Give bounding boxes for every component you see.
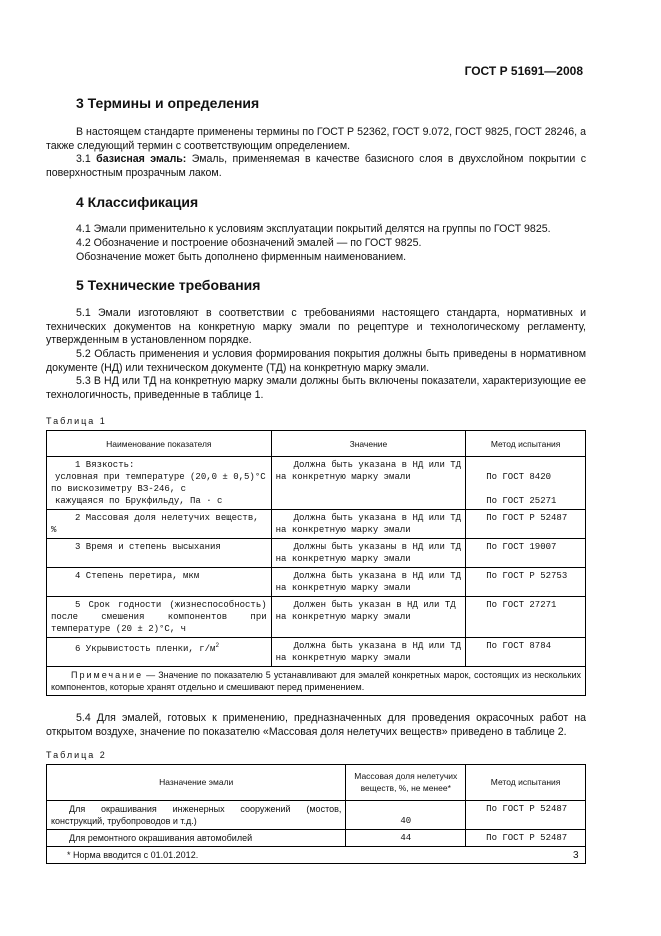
- table-row: [47, 457, 586, 510]
- cell-text: 1 Вязкость:: [75, 460, 135, 471]
- table-cell: [47, 568, 272, 597]
- section-5-title: 5 Технические требования: [76, 277, 261, 294]
- table-cell: [271, 457, 466, 510]
- table-cell: [271, 539, 466, 568]
- table-1-header-name: Наименование показателя: [47, 431, 272, 457]
- table-row: [47, 510, 586, 539]
- table-cell: По ГОСТ 19007: [466, 539, 586, 568]
- cell-text: 6 Укрывистость пленки, г/м: [75, 644, 216, 655]
- document-header: ГОСТ Р 51691—2008: [464, 64, 583, 78]
- page-content: [46, 88, 586, 864]
- table-1-caption: Таблица 1: [46, 416, 107, 427]
- cell-text: Должны быть указаны в НД или ТД на конкретную марку эмали: [275, 542, 462, 565]
- table-cell: [47, 510, 272, 539]
- term-number: 3.1: [76, 153, 91, 166]
- section-4-title: 4 Классификация: [76, 194, 199, 211]
- table-2-footnote: * Норма вводится с 01.01.2012.: [47, 846, 586, 863]
- term-name: базисная эмаль:: [96, 153, 187, 166]
- table-cell: По ГОСТ Р 52753: [466, 568, 586, 597]
- section-5-paragraph-4: 5.4 Для эмалей, готовых к применению, предназначенных для проведения окрасочных работ на открытом воздухе, значение по показателю «Массовая доля нелетучих веществ» приведено в таблице 2.: [46, 712, 586, 738]
- section-3-paragraph-2: [46, 153, 586, 180]
- cell-text: 2 Массовая доля нелетучих веществ, %: [51, 513, 259, 536]
- table-2-header-name: Назначение эмали: [47, 764, 346, 800]
- term-definition: Эмаль, применяемая в качестве базисного слоя в двухслойном покрытии с поверхностным прозрачным лаком.: [46, 153, 586, 179]
- table-1-note-row: [47, 667, 586, 696]
- table-row: [47, 829, 586, 846]
- table-1-header-method: Метод испытания: [466, 431, 586, 457]
- cell-text: 4 Степень перетира, мкм: [75, 571, 200, 582]
- table-cell: [271, 638, 466, 667]
- cell-text: По ГОСТ 25271: [486, 496, 557, 507]
- table-2: [46, 764, 586, 864]
- table-cell: По ГОСТ Р 52487: [466, 800, 586, 829]
- table-cell: [47, 638, 272, 667]
- table-cell: 40: [346, 800, 466, 829]
- cell-text: По ГОСТ 8420: [486, 472, 552, 483]
- table-2-footnote-row: [47, 846, 586, 863]
- table-cell: [47, 539, 272, 568]
- section-4-paragraph-2: 4.2 Обозначение и построение обозначений эмалей — по ГОСТ 9825.: [76, 236, 422, 249]
- note-label: Примечание: [71, 670, 144, 681]
- table-cell: [271, 568, 466, 597]
- section-5-paragraph-3: 5.3 В НД или ТД на конкретную марку эмали должны быть включены показатели, характеризующие ее технологичность, приведенные в таблице 1.: [46, 375, 586, 401]
- table-cell: [271, 597, 466, 638]
- table-2-header-row: [47, 764, 586, 800]
- table-cell: Для ремонтного окрашивания автомобилей: [47, 829, 346, 846]
- cell-text: Должна быть указана в НД или ТД на конкретную марку эмали: [275, 571, 462, 594]
- table-cell: [47, 597, 272, 638]
- table-cell: По ГОСТ 27271: [466, 597, 586, 638]
- table-row: [47, 800, 586, 829]
- cell-text: 3 Время и степень высыхания: [75, 542, 221, 553]
- note-text: — Значение по показателю 5 устанавливают для эмалей конкретных марок, состоящих из нескольких компонентов, которые хранят отдельно и смешивают перед применением.: [51, 670, 581, 693]
- table-cell: По ГОСТ Р 52487: [466, 510, 586, 539]
- table-cell: [466, 457, 586, 510]
- section-5-paragraph-2: 5.2 Область применения и условия формирования покрытия должны быть приведены в нормативном документе (НД) или техническом документе (ТД) на конкретную марку эмали.: [46, 347, 586, 374]
- table-2-header-value: Массовая доля нелетучих веществ, %, не менее*: [346, 764, 466, 800]
- table-row: [47, 539, 586, 568]
- table-cell: [271, 510, 466, 539]
- table-row: [47, 568, 586, 597]
- section-3-paragraph-1: В настоящем стандарте применены термины по ГОСТ Р 52362, ГОСТ 9.072, ГОСТ 9825, ГОСТ 28246, а также следующий термин с соответствующим определением.: [46, 126, 586, 152]
- section-3-title: 3 Термины и определения: [76, 95, 260, 111]
- cell-text: Должна быть указана в НД или ТД на конкретную марку эмали: [275, 513, 462, 536]
- table-cell: Для окрашивания инженерных сооружений (мостов, конструкций, трубопроводов и т.д.): [47, 800, 346, 829]
- cell-text: кажущаяся по Брукфильду, Па · с: [55, 496, 223, 507]
- cell-text: условная при температуре (20,0 ± 0,5)°С: [55, 472, 266, 483]
- table-2-caption: Таблица 2: [46, 749, 107, 760]
- table-row: [47, 597, 586, 638]
- cell-text: Должна быть указана в НД или ТД на конкретную марку эмали: [275, 460, 462, 483]
- table-cell: [47, 457, 272, 510]
- table-1-note: [47, 667, 586, 696]
- cell-text: 5 Срок годности (жизнеспособность) после смешения компонентов при температуре (20 ± 2)°С, ч: [51, 600, 267, 635]
- cell-text: Должен быть указан в НД или ТД на конкретную марку эмали: [275, 600, 456, 623]
- table-cell: По ГОСТ Р 52487: [466, 829, 586, 846]
- table-cell: 44: [346, 829, 466, 846]
- table-1: [46, 430, 586, 696]
- cell-text: Должна быть указана в НД или ТД на конкретную марку эмали: [275, 641, 462, 664]
- table-1-header-value: Значение: [271, 431, 466, 457]
- superscript: 2: [215, 642, 220, 650]
- section-4-paragraph-1: 4.1 Эмали применительно к условиям эксплуатации покрытий делятся на группы по ГОСТ 9825.: [76, 223, 551, 236]
- section-5-paragraph-1: 5.1 Эмали изготовляют в соответствии с требованиями настоящего стандарта, нормативных и технических документов на конкретную марку эмали по рецептуре и технологическому регламенту, утвержденным в установленном порядке.: [46, 307, 586, 347]
- cell-text: по вискозиметру ВЗ-246, с: [51, 484, 187, 495]
- table-1-header-row: [47, 431, 586, 457]
- table-cell: По ГОСТ 8784: [466, 638, 586, 667]
- table-row: [47, 638, 586, 667]
- section-4-paragraph-3: Обозначение может быть дополнено фирменным наименованием.: [76, 250, 407, 263]
- table-2-header-method: Метод испытания: [466, 764, 586, 800]
- page-number: 3: [573, 850, 579, 861]
